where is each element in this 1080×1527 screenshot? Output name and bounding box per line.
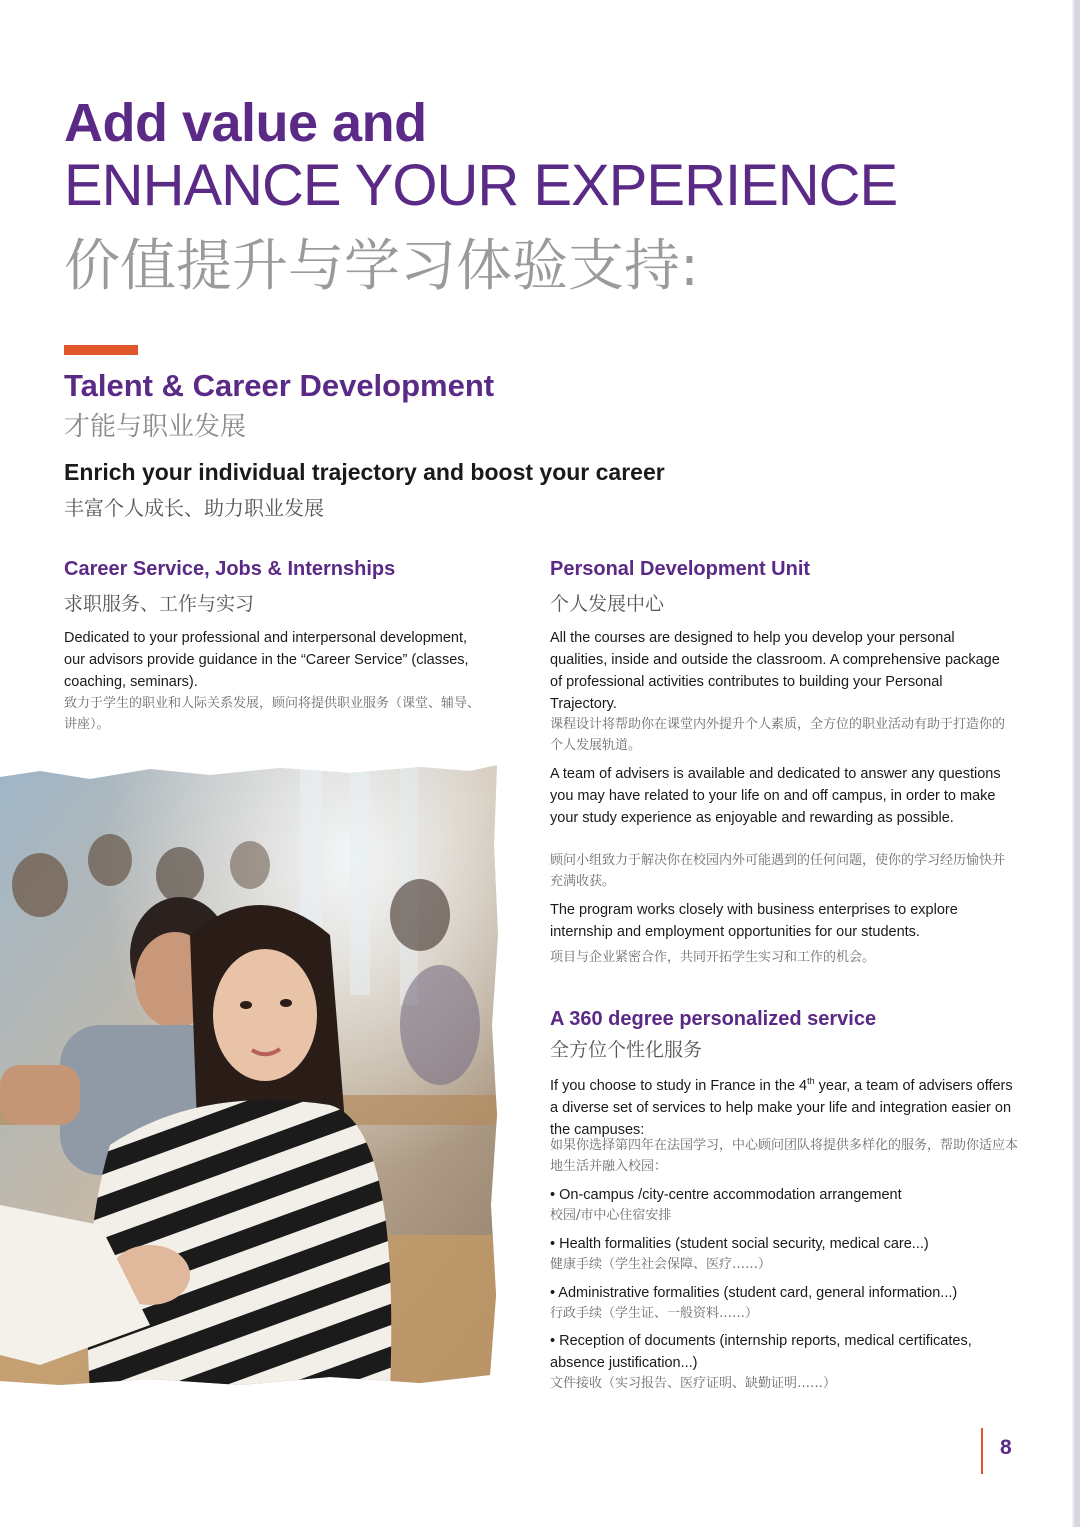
bullet-item-administrative-chinese: 行政手续（学生证、一般资料……） [550, 1306, 759, 1321]
bullet-item-administrative: • Administrative formalities (student card, general information...) [550, 1285, 958, 1301]
service-heading: A 360 degree personalized service [550, 1008, 877, 1030]
career-text: Dedicated to your professional and interpersonal development, our advisors provide guidance in the “Career Service” (classes, coaching, seminars). [64, 630, 469, 690]
service-intro: If you choose to study in France in the 4th year, a team of advisers offers a diverse set of services to help make your life and integration easier on the campuses: [550, 1076, 1013, 1138]
page-number: 8 [1000, 1436, 1012, 1459]
headline-line-3-chinese: 价值提升与学习体验支持: [64, 234, 699, 299]
career-heading-chinese: 求职服务、工作与实习 [64, 593, 255, 615]
personal-heading-chinese: 个人发展中心 [550, 593, 665, 615]
section-subtitle: Enrich your individual trajectory and boost your career [64, 459, 665, 485]
personal-text-2-chinese: 顾问小组致力于解决你在校园内外可能遇到的任何问题，使你的学习经历愉快并充满收获。 [550, 853, 1006, 889]
accent-bar [64, 345, 138, 355]
headline-line-1: Add value and [64, 93, 427, 153]
bullet-item-accommodation: • On-campus /city-centre accommodation arrangement [550, 1187, 902, 1203]
headline-line-2: ENHANCE YOUR EXPERIENCE [64, 153, 898, 218]
career-heading: Career Service, Jobs & Internships [64, 558, 396, 580]
service-heading-chinese: 全方位个性化服务 [550, 1039, 703, 1061]
page-number-rule [981, 1428, 983, 1474]
page-edge [1074, 0, 1080, 1527]
personal-text-3: The program works closely with business enterprises to explore internship and employment opportunities for our students. [550, 902, 958, 940]
personal-text-1: All the courses are designed to help you develop your personal qualities, inside and outside the classroom. A comprehensive package of professional activities contributes to building your Personal Trajectory. [550, 630, 1000, 712]
bullet-item-accommodation-chinese: 校园/市中心住宿安排 [550, 1208, 672, 1223]
bullet-item-documents-chinese: 文件接收（实习报告、医疗证明、缺勤证明……） [550, 1376, 837, 1391]
bullet-item-health-chinese: 健康手续（学生社会保障、医疗……） [550, 1257, 772, 1272]
career-text-chinese: 致力于学生的职业和人际关系发展，顾问将提供职业服务（课堂、辅导、讲座）。 [64, 696, 481, 732]
service-intro-chinese: 如果你选择第四年在法国学习，中心顾问团队将提供多样化的服务，帮助你适应本地生活并融入校园： [550, 1138, 1019, 1174]
personal-text-1-chinese: 课程设计将帮助你在课堂内外提升个人素质，全方位的职业活动有助于打造你的个人发展轨道。 [550, 717, 1006, 753]
bullet-item-documents: • Reception of documents (internship reports, medical certificates, absence justification...) [550, 1333, 972, 1371]
bullet-item-health: • Health formalities (student social security, medical care...) [550, 1236, 929, 1252]
personal-heading: Personal Development Unit [550, 558, 811, 580]
classroom-photo [0, 765, 500, 1390]
section-subtitle-chinese: 丰富个人成长、助力职业发展 [64, 496, 324, 520]
section-title: Talent & Career Development [64, 368, 495, 403]
personal-text-2: A team of advisers is available and dedicated to answer any questions you may have related to your life on and off campus, in order to make your study experience as enjoyable and rewarding as possible. [550, 766, 1001, 826]
personal-text-3-chinese: 项目与企业紧密合作，共同开拓学生实习和工作的机会。 [550, 950, 876, 965]
section-title-chinese: 才能与职业发展 [64, 412, 247, 442]
